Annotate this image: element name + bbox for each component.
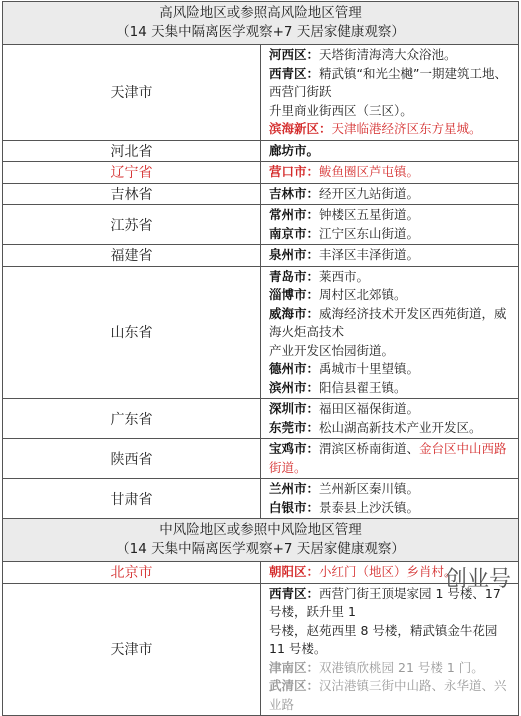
table-row [3, 205, 519, 245]
city-name: 深圳市： [269, 401, 320, 416]
area-cell [261, 205, 519, 245]
table-row [3, 562, 519, 584]
area-text: 经开区九站街道。 [319, 185, 420, 201]
province-cell: 河北省 [3, 140, 261, 162]
city-name: 滨海新区： [269, 121, 332, 136]
area-cell [261, 183, 519, 205]
area-text: 双港镇欣桃园 21 号楼 1 门。 [319, 659, 484, 675]
city-name: 威海市： [269, 305, 320, 321]
area-text: 天塔街清海湾大众浴池。 [319, 47, 457, 62]
area-cell [261, 45, 519, 141]
area-text: 江宁区东山街道。 [319, 225, 420, 241]
header-subtitle: （14 天集中隔离医学观察+7 天居家健康观察） [116, 541, 405, 557]
area-text: 号楼，赵苑西里 8 号楼，精武镇金牛花园 11 号楼。 [269, 622, 498, 656]
area-cell [261, 479, 519, 519]
mid-risk-header [3, 519, 519, 562]
province-cell: 江苏省 [3, 205, 261, 245]
area-text: 汉沽港镇三街中山路、永华道、兴业路 [269, 678, 507, 712]
area-text: 精武镇“和光尘樾”一期建筑工地、西营门街跃 [269, 65, 507, 99]
table-row [3, 439, 519, 479]
area-text: 阳信县翟王镇。 [319, 379, 407, 395]
city-name: 德州市： [269, 361, 320, 376]
city-name: 兰州市： [269, 481, 320, 496]
table-row [3, 245, 519, 267]
table-row [3, 183, 519, 205]
header-subtitle: （14 天集中隔离医学观察+7 天居家健康观察） [116, 24, 405, 40]
watermark: 创业号 [444, 567, 511, 592]
area-text: 禹城市十里望镇。 [319, 361, 420, 376]
city-name: 淄博市： [269, 287, 320, 302]
area-text: 景泰县上沙沃镇。 [319, 499, 420, 515]
area-text: 丰泽区丰泽街道。 [319, 247, 420, 262]
province-cell: 山东省 [3, 266, 261, 399]
province-cell: 广东省 [3, 399, 261, 439]
area-cell [261, 245, 519, 267]
area-text: 兰州新区秦川镇。 [319, 481, 420, 496]
area-cell [261, 439, 519, 479]
city-name: 常州市： [269, 207, 320, 222]
header-title: 中风险地区或参照中风险地区管理 [159, 522, 362, 538]
province-cell: 北京市 [3, 562, 261, 584]
area-cell [261, 162, 519, 184]
area-text: 周村区北郊镇。 [319, 287, 407, 302]
province-cell: 福建省 [3, 245, 261, 267]
area-text: 小红门（地区）乡肖村。 [319, 564, 457, 579]
province-cell: 辽宁省 [3, 162, 261, 184]
city-name: 泉州市： [269, 247, 320, 262]
area-text: 西营门街王顶堤家园 1 号楼、17 号楼，跃升里 1 [269, 585, 501, 619]
area-text: 产业开发区怡园街道。 [269, 342, 395, 358]
city-name: 廊坊市。 [269, 142, 320, 158]
city-name: 宝鸡市： [269, 441, 320, 456]
area-text: 天津临港经济区东方星城。 [331, 121, 482, 136]
risk-area-table [2, 1, 519, 716]
city-name: 朝阳区： [269, 564, 320, 579]
high-risk-header [3, 2, 519, 45]
table-row [3, 399, 519, 439]
table-row [3, 45, 519, 141]
area-text: 松山湖高新技术产业开发区。 [319, 419, 482, 435]
table-row [3, 583, 519, 716]
city-name: 西青区： [269, 585, 320, 601]
city-name: 津南区： [269, 659, 320, 675]
city-name: 武清区： [269, 678, 320, 693]
table-row [3, 140, 519, 162]
header-title: 高风险地区或参照高风险地区管理 [159, 5, 362, 21]
area-text: 鲅鱼圈区芦屯镇。 [319, 164, 420, 179]
area-text: 福田区福保街道。 [319, 401, 420, 416]
area-text: 升里商业街西区（三区）。 [269, 102, 413, 118]
city-name: 营口市： [269, 164, 320, 179]
city-name: 滨州市： [269, 379, 320, 395]
province-cell: 天津市 [3, 583, 261, 716]
area-text: 威海经济技术开发区西苑街道，威海火炬高技术 [269, 305, 507, 339]
area-text: 莱西市。 [319, 268, 370, 284]
area-cell [261, 399, 519, 439]
area-text-new: 金台区中山西路街道。 [269, 441, 507, 475]
city-name: 吉林市： [269, 185, 320, 201]
area-text: 渭滨区桥南街道、 [319, 441, 420, 456]
table-row [3, 479, 519, 519]
city-name: 南京市： [269, 225, 320, 241]
city-name: 河西区： [269, 47, 320, 62]
province-cell: 吉林省 [3, 183, 261, 205]
city-name: 青岛市： [269, 268, 320, 284]
city-name: 西青区： [269, 65, 320, 81]
area-cell [261, 140, 519, 162]
area-cell [261, 266, 519, 399]
city-name: 白银市： [269, 499, 320, 515]
city-name: 东莞市： [269, 419, 320, 435]
area-text: 钟楼区五星街道。 [319, 207, 420, 222]
area-cell [261, 583, 519, 716]
province-cell: 甘肃省 [3, 479, 261, 519]
table-row [3, 162, 519, 184]
province-cell: 陕西省 [3, 439, 261, 479]
province-cell: 天津市 [3, 45, 261, 141]
table-row [3, 266, 519, 399]
